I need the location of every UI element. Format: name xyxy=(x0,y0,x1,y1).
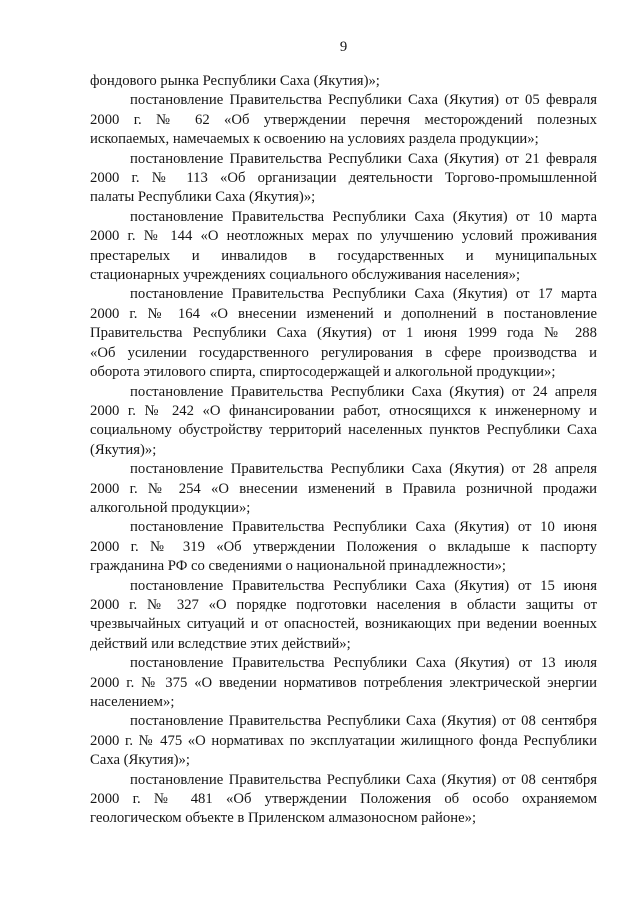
paragraph-line: фондового рынка Республики Саха (Якутия)»; xyxy=(90,73,380,89)
decree-paragraph xyxy=(90,383,597,461)
page-number: 9 xyxy=(339,39,348,55)
decree-paragraph xyxy=(90,771,597,829)
paragraph-line: постановление Правительства Республики Саха (Якутия) от 24 апреля xyxy=(130,383,597,400)
paragraph-line: 2000 г. № 62 «Об утверждении перечня месторождений полезных xyxy=(90,111,597,128)
paragraph-line: постановление Правительства Республики Саха (Якутия) от 17 марта xyxy=(130,286,597,303)
paragraph-line: постановление Правительства Республики Саха (Якутия) от 13 июля xyxy=(130,655,597,672)
paragraph-line: 2000 г. № 327 «О порядке подготовки населения в области защиты от xyxy=(90,596,597,613)
paragraph-line: 2000 г. № 164 «О внесении изменений и дополнений в постановление xyxy=(90,305,597,322)
paragraph-line: Правительства Республики Саха (Якутия) от 1 июня 1999 года № 288 xyxy=(90,325,597,342)
decree-paragraph xyxy=(90,150,597,208)
paragraph-line: палаты Республики Саха (Якутия)»; xyxy=(90,189,316,206)
decree-paragraph xyxy=(90,91,597,149)
paragraph-line: постановление Правительства Республики Саха (Якутия) от 08 сентября xyxy=(130,771,597,788)
paragraph-line: оборота этилового спирта, спиртосодержащей и алкогольной продукции»; xyxy=(90,364,556,381)
paragraph-line: постановление Правительства Республики Саха (Якутия) от 08 сентября xyxy=(130,713,597,730)
paragraph-line: Саха (Якутия)»; xyxy=(90,752,190,769)
paragraph-line: гражданина РФ со сведениями о национальной принадлежности»; xyxy=(90,558,506,575)
paragraph-line: постановление Правительства Республики Саха (Якутия) от 28 апреля xyxy=(130,461,597,478)
paragraph-line: населением»; xyxy=(90,694,175,710)
paragraph-line: стационарных учреждениях социального обслуживания населения»; xyxy=(90,267,521,284)
paragraph-line: постановление Правительства Республики Саха (Якутия) от 15 июня xyxy=(130,577,597,594)
paragraph-line: социальному обустройству территорий населенных пунктов Республики Саха xyxy=(90,422,597,439)
decree-paragraph xyxy=(90,712,597,770)
paragraph-line: «Об усилении государственного регулирования в сфере производства и xyxy=(90,344,597,361)
decree-paragraph xyxy=(90,518,597,576)
document-body xyxy=(90,72,597,829)
paragraph-line: постановление Правительства Республики Саха (Якутия) от 05 февраля xyxy=(130,92,597,109)
paragraph-line: постановление Правительства Республики Саха (Якутия) от 21 февраля xyxy=(130,150,597,167)
paragraph-line: (Якутия)»; xyxy=(90,441,157,458)
paragraph-line: 2000 г. № 144 «О неотложных мерах по улучшению условий проживания xyxy=(90,228,597,245)
paragraph-line: постановление Правительства Республики Саха (Якутия) от 10 марта xyxy=(130,208,597,225)
paragraph-line: постановление Правительства Республики Саха (Якутия) от 10 июня xyxy=(130,519,597,536)
paragraph-line: алкогольной продукции»; xyxy=(90,499,251,516)
decree-paragraph xyxy=(90,654,597,712)
paragraph-line: престарелых и инвалидов в государственных и муниципальных xyxy=(90,247,597,264)
paragraph-line: чрезвычайных ситуаций и от опасностей, возникающих при ведении военных xyxy=(90,616,597,633)
decree-paragraph xyxy=(90,460,597,518)
paragraph-line: 2000 г. № 481 «Об утверждении Положения об особо охраняемом xyxy=(90,791,597,808)
paragraph-line: 2000 г. № 375 «О введении нормативов потребления электрической энергии xyxy=(90,674,597,691)
paragraph-line: геологическом объекте в Приленском алмазоносном районе»; xyxy=(90,810,477,827)
paragraph-line: 2000 г. № 113 «Об организации деятельности Торгово-промышленной xyxy=(90,170,597,187)
decree-paragraph xyxy=(90,285,597,382)
paragraph-line: ископаемых, намечаемых к освоению на условиях раздела продукции»; xyxy=(90,131,539,148)
carryover-paragraph xyxy=(90,72,597,91)
paragraph-line: 2000 г. № 242 «О финансировании работ, относящихся к инженерному и xyxy=(90,402,597,419)
decree-paragraph xyxy=(90,208,597,286)
paragraph-line: 2000 г. № 254 «О внесении изменений в Правила розничной продажи xyxy=(90,480,597,497)
decree-paragraph xyxy=(90,577,597,655)
paragraph-line: 2000 г. № 475 «О нормативах по эксплуатации жилищного фонда Республики xyxy=(90,732,597,749)
paragraph-line: действий или вследствие этих действий»; xyxy=(90,635,351,652)
paragraph-line: 2000 г. № 319 «Об утверждении Положения о вкладыше к паспорту xyxy=(90,538,597,555)
